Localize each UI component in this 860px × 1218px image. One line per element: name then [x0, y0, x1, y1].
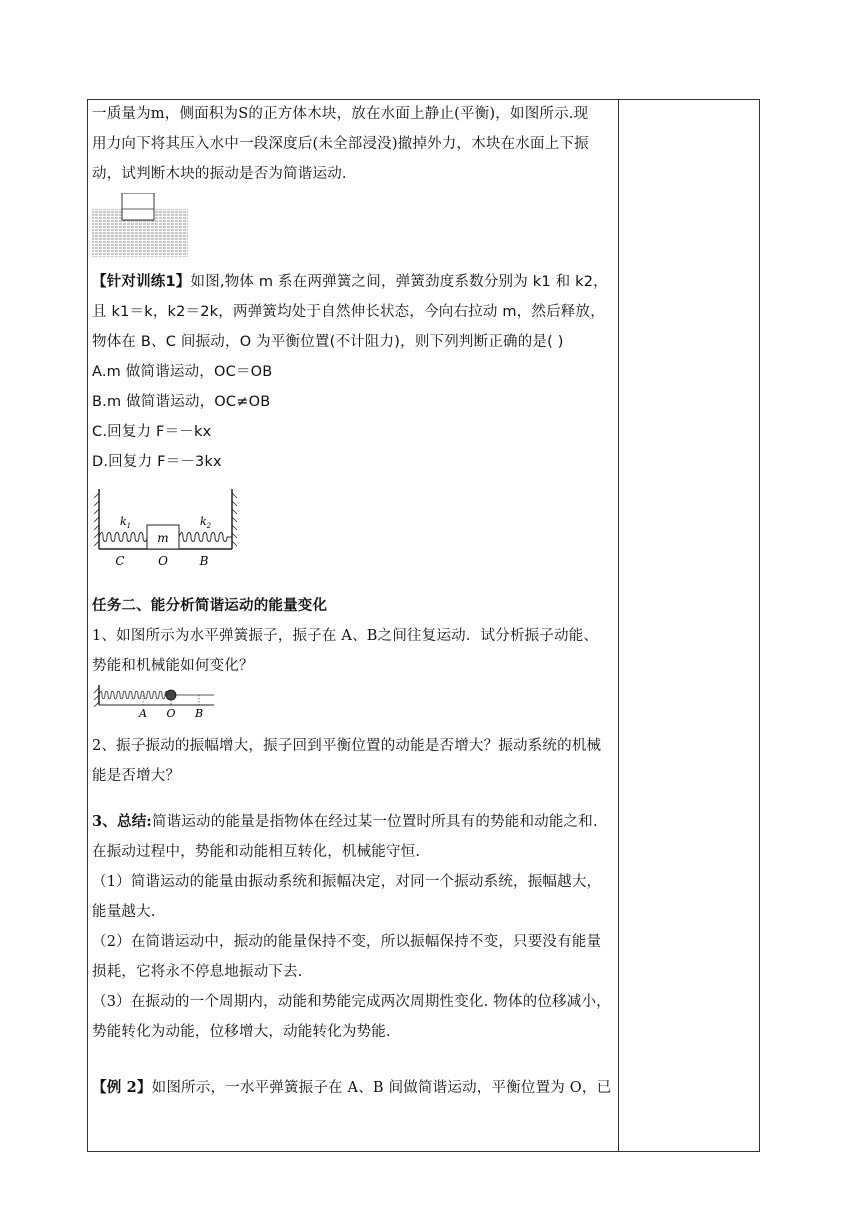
example-line-1 — [92, 1073, 614, 1103]
wood-block-water-figure — [92, 193, 202, 263]
training-option-a: A.m 做简谐运动，OC＝OB — [92, 364, 273, 380]
point-o2-label: O — [166, 707, 176, 719]
training-line-2: 且 k1＝k，k2＝2k，两弹簧均处于自然伸长状态，今向右拉动 m，然后释放， — [92, 304, 605, 320]
summary-point-3-line-1: （3）在振动的一个周期内，动能和势能完成两次周期性变化. 物体的位移减小， — [92, 994, 611, 1010]
summary-line-1 — [92, 807, 614, 837]
task2-q1-line-2: 势能和机械能如何变化？ — [92, 658, 254, 674]
two-spring-figure — [92, 485, 242, 569]
intro-line-3: 动，试判断木块的振动是否为简谐运动. — [92, 166, 347, 182]
example-label: 【例 2】 — [92, 1079, 152, 1096]
k1-label: $k_1$ — [120, 515, 132, 530]
mass-label: m — [157, 531, 169, 545]
training-label: 【针对训练1】 — [92, 274, 191, 290]
summary-point-3-line-2: 势能转化为动能，位移增大，动能转化为势能. — [92, 1024, 391, 1040]
point-b2-label: B — [194, 707, 204, 719]
training-line-3: 物体在 B、C 间振动，O 为平衡位置(不计阻力)，则下列判断正确的是( ) — [92, 334, 564, 350]
summary-point-1-line-1: （1）简谐运动的能量由振动系统和振幅决定，对同一个振动系统，振幅越大， — [92, 874, 602, 890]
task2-heading: 任务二、能分析简谐运动的能量变化 — [92, 597, 328, 614]
main-content-cell — [92, 99, 614, 1103]
example-text-1: 如图所示，一水平弹簧振子在 A、B 间做简谐运动，平衡位置为 O，已 — [151, 1080, 612, 1096]
point-c-label: C — [115, 554, 125, 568]
table-column-divider — [618, 99, 619, 1152]
training-option-d: D.回复力 F＝－3kx — [92, 454, 222, 470]
summary-point-2-line-2: 损耗，它将永不停息地振动下去. — [92, 964, 303, 980]
k2-label: $k_2$ — [200, 515, 212, 530]
task2-q2-line-1: 2、振子振动的振幅增大，振子回到平衡位置的动能是否增大？振动系统的机械 — [92, 738, 602, 754]
training-text-1: 如图,物体 m 系在两弹簧之间，弹簧劲度系数分别为 k1 和 k2， — [190, 274, 608, 290]
training-option-b: B.m 做简谐运动，OC≠OB — [92, 394, 271, 410]
intro-line-1: 一质量为m，侧面积为S的正方体木块，放在水面上静止(平衡)，如图所示.现 — [92, 106, 589, 122]
point-b-label: B — [199, 554, 209, 568]
intro-line-2: 用力向下将其压入水中一段深度后(未全部浸没)撤掉外力，木块在水面上下振 — [92, 136, 589, 152]
task2-q2-line-2: 能是否增大？ — [92, 768, 181, 784]
task2-q1-line-1: 1、如图所示为水平弹簧振子，振子在 A、B之间往复运动．试分析振子动能、 — [92, 628, 599, 644]
summary-point-1-line-2: 能量越大. — [92, 904, 156, 920]
horizontal-oscillator-figure — [92, 683, 222, 719]
training-line-1 — [92, 267, 614, 297]
summary-text-1: 简谐运动的能量是指物体在经过某一位置时所具有的势能和动能之和. — [151, 814, 598, 830]
summary-point-2-line-1: （2）在简谐运动中，振动的能量保持不变，所以振幅保持不变，只要没有能量 — [92, 934, 602, 950]
summary-line-2: 在振动过程中，势能和动能相互转化，机械能守恒. — [92, 844, 421, 860]
summary-label: 3、总结: — [92, 813, 152, 830]
point-o-label: O — [158, 554, 168, 568]
point-a-label: A — [139, 707, 147, 719]
training-option-c: C.回复力 F＝－kx — [92, 424, 212, 440]
